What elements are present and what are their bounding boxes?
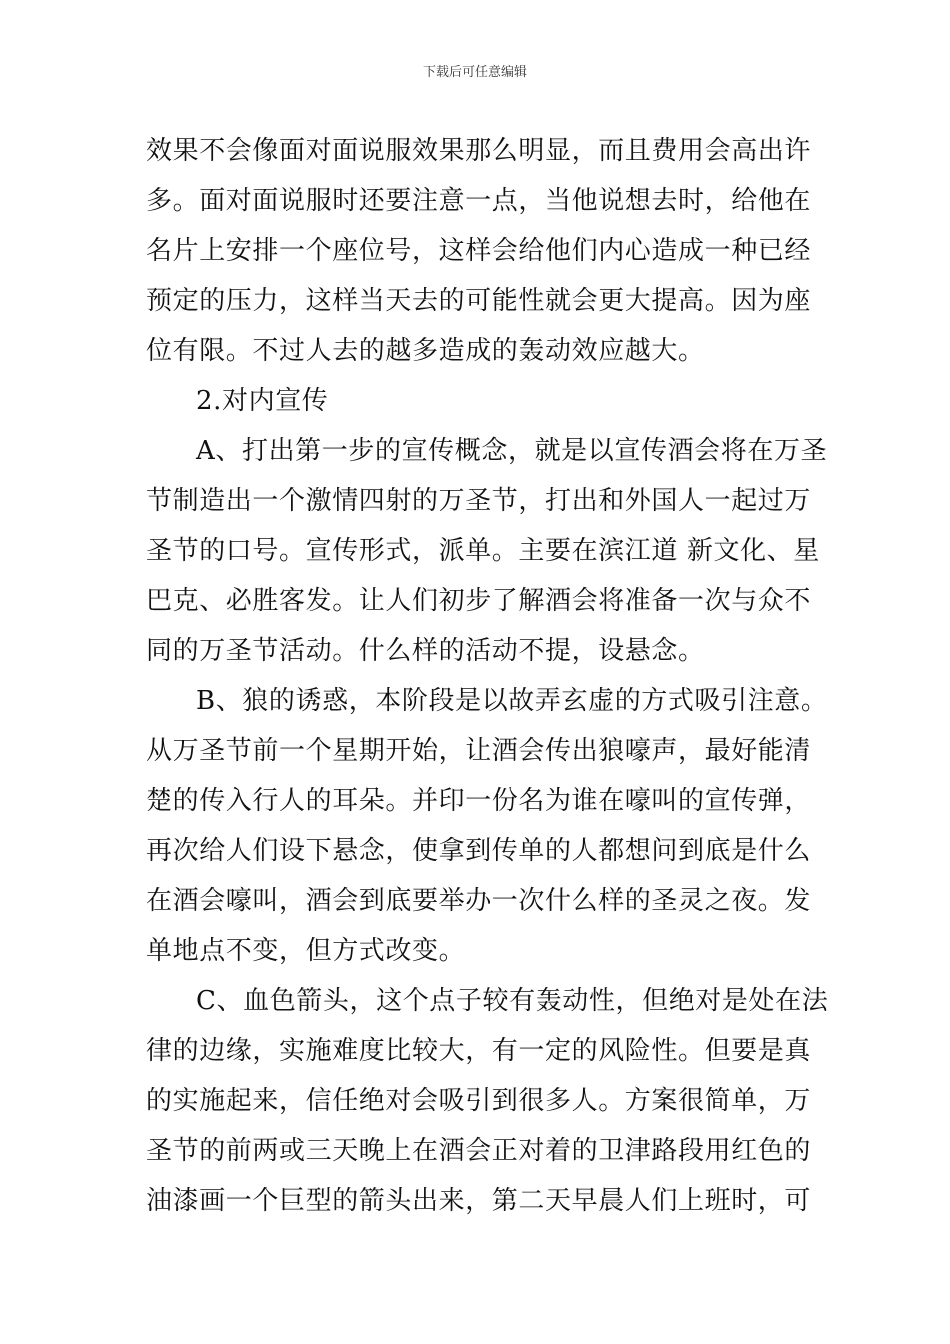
- text-line: 从万圣节前一个星期开始，让酒会传出狼嚎声，最好能清: [146, 736, 812, 766]
- text-line: 律的边缘，实施难度比较大，有一定的风险性。但要是真: [146, 1036, 812, 1066]
- text-line: 巴克、必胜客发。让人们初步了解酒会将准备一次与众不: [146, 586, 812, 616]
- text-line: 在酒会嚎叫，酒会到底要举办一次什么样的圣灵之夜。发: [146, 886, 812, 916]
- text-line: 圣节的口号。宣传形式，派单。主要在滨江道 新文化、星: [146, 536, 820, 566]
- text-line: 单地点不变，但方式改变。: [146, 936, 466, 966]
- text-line: 的实施起来，信任绝对会吸引到很多人。方案很简单，万: [146, 1086, 812, 1116]
- text-line: 楚的传入行人的耳朵。并印一份名为谁在嚎叫的宣传弹，: [146, 786, 812, 816]
- text-line: 名片上安排一个座位号，这样会给他们内心造成一种已经: [146, 236, 812, 266]
- text-line: 多。面对面说服时还要注意一点，当他说想去时，给他在: [146, 186, 812, 216]
- paragraph-item-c: [146, 976, 829, 1226]
- text-line: B、狼的诱惑，本阶段是以故弄玄虚的方式吸引注意。: [196, 686, 828, 716]
- section-heading-internal-promotion: [146, 376, 808, 426]
- text-line: A、打出第一步的宣传概念，就是以宣传酒会将在万圣: [196, 436, 828, 466]
- text-line: 同的万圣节活动。什么样的活动不提，设悬念。: [146, 636, 705, 666]
- paragraph-item-a: [146, 426, 828, 676]
- text-line: 预定的压力，这样当天去的可能性就会更大提高。因为座: [146, 286, 812, 316]
- text-line: 效果不会像面对面说服效果那么明显，而且费用会高出许: [146, 136, 812, 166]
- paragraph-persuasion-effect: [146, 126, 812, 376]
- text-line: 位有限。不过人去的越多造成的轰动效应越大。: [146, 336, 705, 366]
- text-line: 圣节的前两或三天晚上在酒会正对着的卫津路段用红色的: [146, 1136, 812, 1166]
- text-line: 节制造出一个激情四射的万圣节，打出和外国人一起过万: [146, 486, 812, 516]
- paragraph-item-b: [146, 676, 828, 976]
- page-header: 下载后可任意编辑: [422, 65, 527, 80]
- text-line: C、血色箭头，这个点子较有轰动性，但绝对是处在法: [196, 986, 829, 1016]
- section-heading-text: 2.对内宣传: [196, 386, 329, 416]
- document-body: [146, 126, 829, 1226]
- text-line: 油漆画一个巨型的箭头出来，第二天早晨人们上班时，可: [146, 1186, 812, 1216]
- text-line: 再次给人们设下悬念，使拿到传单的人都想问到底是什么: [146, 836, 812, 866]
